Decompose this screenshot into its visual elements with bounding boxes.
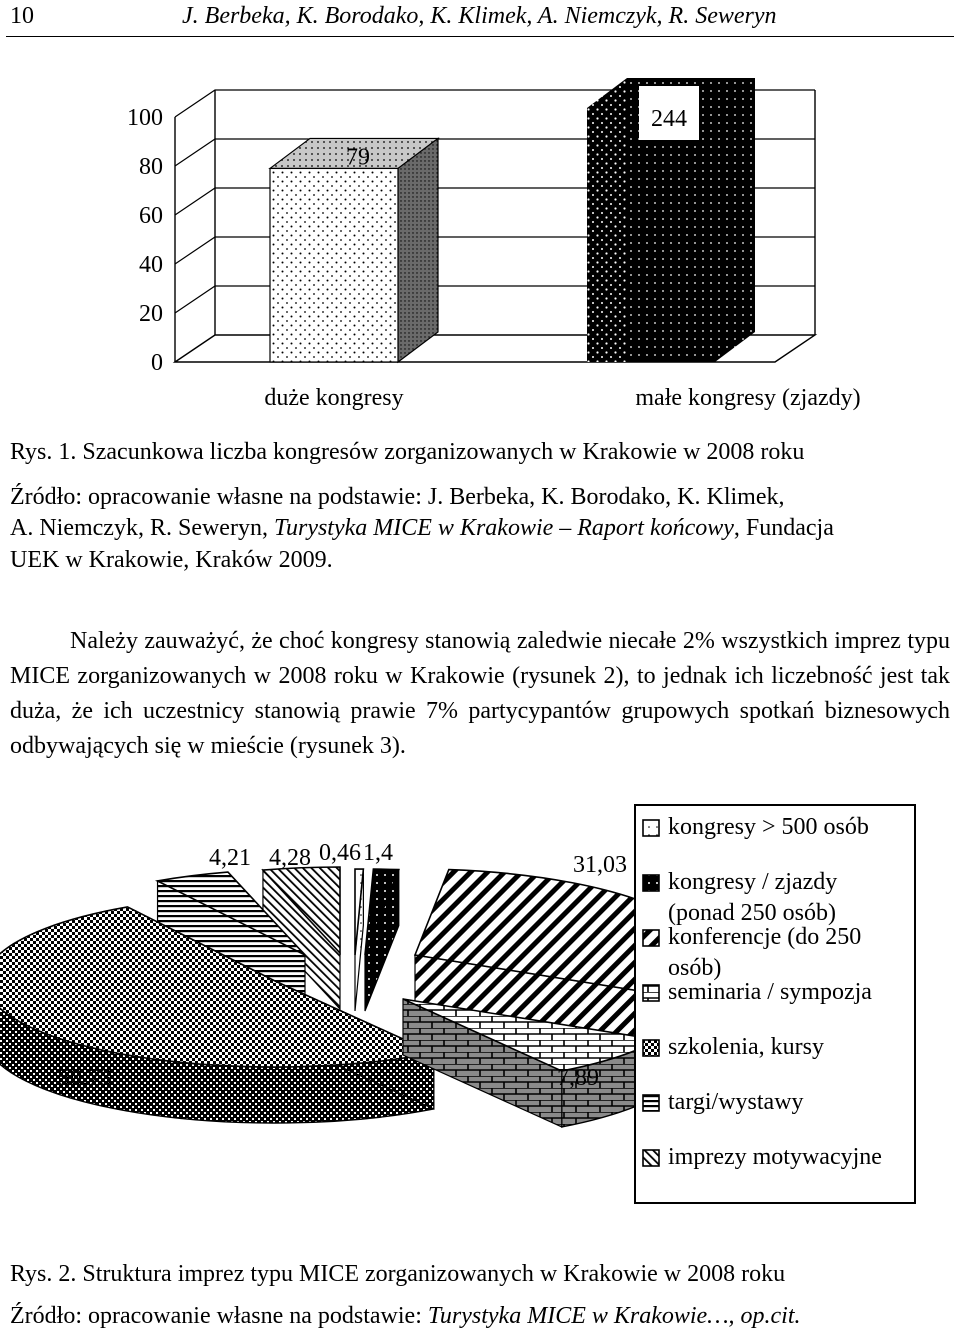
pie-legend-label-8: targi/wystawy xyxy=(668,1089,804,1115)
figure2-caption: Rys. 2. Struktura imprez typu MICE zorganizowanych w Krakowie w 2008 roku xyxy=(10,1261,786,1287)
figure1-source-line2 xyxy=(10,512,834,544)
bar-y-tick-label: 0 xyxy=(151,350,163,376)
pie-legend-label-2: kongresy / zjazdy xyxy=(668,869,838,895)
figure1-source-line1: Źródło: opracowanie własne na podstawie: J. Berbeka, K. Borodako, K. Klimek, xyxy=(10,484,785,510)
pie-data-label-4: 7,89 xyxy=(557,1065,599,1091)
pie-legend-label-1: kongresy > 500 osób xyxy=(668,814,869,840)
pie-legend-label-6: seminaria / sympozja xyxy=(668,979,872,1005)
bar-y-tick-label: 40 xyxy=(139,252,163,278)
pie-legend-swatch-2 xyxy=(643,875,659,891)
bar-side-1 xyxy=(398,138,438,362)
pie-data-label-3: 31,03 xyxy=(573,852,627,878)
figure1-source-publisher: , Fundacja xyxy=(733,515,834,541)
bar-y-tick-label: 60 xyxy=(139,203,163,229)
figure1-source-title: Turystyka MICE w Krakowie – Raport końcowy xyxy=(273,515,734,541)
figure1-source-line3: UEK w Krakowie, Kraków 2009. xyxy=(10,547,333,573)
pie-data-label-5: 50,73 xyxy=(58,1065,112,1091)
figure1-caption: Rys. 1. Szacunkowa liczba kongresów zorganizowanych w Krakowie w 2008 roku xyxy=(10,439,805,465)
pie-legend xyxy=(635,805,915,1203)
pie-data-label-6: 4,21 xyxy=(209,845,251,871)
pie-chart xyxy=(30,800,945,1210)
body-paragraph xyxy=(10,624,950,764)
bar-category-label-1: duże kongresy xyxy=(264,385,404,411)
figure2-source-title: Turystyka MICE w Krakowie…, op.cit. xyxy=(427,1303,801,1329)
pie-data-label-7: 4,28 xyxy=(269,845,311,871)
pie-legend-label-9: imprezy motywacyjne xyxy=(668,1144,882,1170)
running-header xyxy=(6,0,954,37)
pie-legend-swatch-4 xyxy=(643,985,659,1001)
pie-legend-label-5: osób) xyxy=(668,955,722,981)
body-paragraph-text: Należy zauważyć, że choć kongresy stanowią zaledwie niecałe 2% wszystkich imprez typu MICE zorganizowanych w 2008 roku w Krakowie (rysunek 2), to jednak ich liczebność jest tak duża, że ich uczestnicy stanowią prawie 7% partycypantów grupowych spotkań biznesowych odbywających się w mieście (rysunek 3). xyxy=(10,628,950,759)
pie-legend-swatch-7 xyxy=(643,1150,659,1166)
pie-data-label-2: 1,4 xyxy=(363,840,393,866)
running-header-authors: J. Berbeka, K. Borodako, K. Klimek, A. Niemczyk, R. Seweryn xyxy=(182,3,777,29)
page-number: 10 xyxy=(10,3,34,29)
pie-data-label-1: 0,46 xyxy=(319,840,361,866)
bar-category-label-2: małe kongresy (zjazdy) xyxy=(635,385,861,411)
pie-legend-label-3: (ponad 250 osób) xyxy=(668,900,836,926)
bar-1 xyxy=(270,168,398,362)
bar-y-tick-label: 20 xyxy=(139,301,163,327)
bar-data-label-2: 244 xyxy=(651,106,687,132)
bar-y-tick-label: 80 xyxy=(139,154,163,180)
bar-2 xyxy=(587,78,627,362)
pie-legend-swatch-6 xyxy=(643,1095,659,1111)
figure1-source-authors: A. Niemczyk, R. Seweryn, xyxy=(10,515,274,541)
pie-legend-swatch-5 xyxy=(643,1040,659,1056)
pie-legend-swatch-3 xyxy=(643,930,659,946)
bar-data-label-1: 79 xyxy=(346,144,370,171)
pie-legend-label-4: konferencje (do 250 xyxy=(668,924,862,950)
pie-legend-label-7: szkolenia, kursy xyxy=(668,1034,824,1060)
figure2-source-prefix: Źródło: opracowanie własne na podstawie: xyxy=(10,1303,428,1329)
pie-legend-swatch-1 xyxy=(643,820,659,836)
figure2-source xyxy=(10,1300,801,1332)
bar-top-edge-2 xyxy=(627,80,731,82)
bar-y-tick-label: 100 xyxy=(127,105,163,131)
bar-chart xyxy=(100,80,861,420)
